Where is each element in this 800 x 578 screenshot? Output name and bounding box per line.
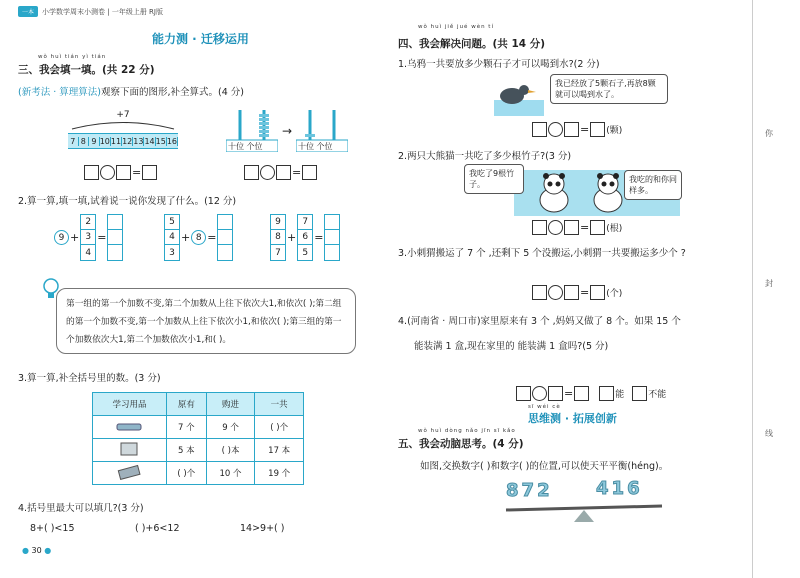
arrow-icon: →	[282, 124, 293, 138]
choice-box-yes[interactable]	[599, 386, 614, 401]
arc-icon	[68, 120, 178, 130]
balance-digit[interactable]: 2	[537, 480, 550, 501]
answer-box[interactable]	[142, 165, 157, 180]
operator-circle[interactable]	[532, 386, 547, 401]
answer-box[interactable]	[564, 220, 579, 235]
table-cell[interactable]: ( )个	[255, 416, 304, 439]
choice-box-no[interactable]	[632, 386, 647, 401]
q1-tag: (新考法 · 算理算法)	[18, 87, 101, 98]
answer-box[interactable]	[590, 285, 605, 300]
balance-digit[interactable]: 4	[596, 478, 609, 499]
balance-illustration	[504, 478, 664, 524]
page-number: ● 30 ●	[22, 546, 52, 555]
answer-box[interactable]	[302, 165, 317, 180]
section2-title: 思维测 · 拓展创新	[528, 412, 617, 425]
group-1	[54, 214, 123, 261]
pinyin: wǒ huì dòng nǎo jīn sī kǎo	[418, 428, 516, 434]
crow-bubble: 我已经放了5颗石子,再放8颗就可以喝到水了。	[550, 74, 668, 104]
q4: 4.括号里最大可以填几?(3 分)	[18, 503, 144, 514]
addend: 8	[271, 230, 285, 245]
operator-circle[interactable]	[260, 165, 275, 180]
number-line-tick: 12	[122, 136, 133, 146]
pinyin: wǒ huì tián yì tián	[38, 54, 107, 60]
q1	[18, 84, 244, 98]
addend-column	[270, 214, 286, 261]
col-header: 原有	[166, 393, 206, 416]
balance-digit[interactable]: 1	[611, 478, 625, 499]
p4-answer	[516, 386, 666, 401]
part4-heading: 四、我会解决问题。(共 14 分)	[398, 38, 546, 50]
abacus-2	[296, 110, 348, 155]
p2: 2.两只大熊猫一共吃了多少根竹子?(3 分)	[398, 151, 572, 162]
addend: 3	[81, 230, 95, 245]
plus: +	[287, 231, 297, 244]
addend: 7	[275, 247, 281, 258]
answer-box[interactable]	[116, 165, 131, 180]
discovery-note: 第一组的第一个加数不变,第二个加数从上往下依次大1,和依次( );第二组的第一个加数不变,第一个加数从上往下依次小1,和依次( );第三组的第一个加数依次大1,第二个加数依次小1,和( )。	[56, 288, 356, 354]
panda-illustration	[464, 164, 680, 216]
addend: 4	[85, 247, 92, 258]
answer-box[interactable]	[516, 386, 531, 401]
addend: 5	[302, 247, 309, 258]
number-line-tick: 7	[68, 137, 79, 146]
p1: 1.乌鸦一共要放多少颗石子才可以喝到水?(2 分)	[398, 59, 600, 70]
table-cell: 10 个	[206, 462, 255, 485]
equals: =	[292, 166, 302, 179]
book-icon	[93, 439, 167, 462]
operator-circle[interactable]	[548, 122, 563, 137]
answer-box[interactable]	[564, 285, 579, 300]
col-header: 购进	[206, 393, 255, 416]
number-line-tick: 10	[99, 136, 110, 146]
plus7-label: +7	[116, 110, 130, 120]
table-row	[93, 462, 304, 485]
addend: 4	[165, 230, 179, 245]
page-header	[18, 6, 163, 17]
sidebar-char: 你	[765, 129, 773, 138]
addend: 2	[81, 215, 95, 230]
equals: =	[132, 166, 142, 179]
answer-box[interactable]	[244, 165, 259, 180]
answer-box[interactable]	[590, 220, 605, 235]
balance-digit[interactable]: 6	[627, 478, 640, 499]
col-header: 学习用品	[93, 393, 167, 416]
addend-circle: 9	[54, 230, 69, 245]
p3-answer	[532, 285, 622, 300]
answer-box[interactable]	[574, 386, 589, 401]
table-header-row	[93, 393, 304, 416]
q4-item-3[interactable]: 14>9+( )	[240, 523, 285, 534]
sidebar-char: 线	[765, 429, 773, 438]
binding-sidebar	[752, 0, 800, 578]
panda-icon	[588, 172, 628, 214]
sum-column[interactable]	[324, 214, 340, 261]
group-3	[270, 214, 340, 261]
addend: 9	[271, 215, 285, 230]
q2: 2.算一算,填一填,试着说一说你发现了什么。(12 分)	[18, 196, 237, 207]
number-line-tick: 13	[133, 136, 144, 146]
group-2	[164, 214, 233, 261]
number-line-tick: 9	[89, 137, 100, 146]
table-cell[interactable]: ( )本	[206, 439, 255, 462]
part3-heading: 三、我会填一填。(共 22 分)	[18, 64, 155, 76]
addend: 7	[298, 215, 312, 230]
balance-digit[interactable]: 7	[521, 480, 535, 501]
equals: =	[580, 123, 590, 136]
p5: 如图,交换数字( )和数字( )的位置,可以使天平平衡(héng)。	[420, 461, 669, 472]
table-cell[interactable]: ( )个	[166, 462, 206, 485]
crow-illustration	[494, 74, 672, 116]
operator-circle[interactable]	[548, 285, 563, 300]
equals: =	[207, 231, 217, 244]
sum-column[interactable]	[217, 214, 233, 261]
answer-box[interactable]	[548, 386, 563, 401]
operator-circle[interactable]	[548, 220, 563, 235]
table-cell: 5 本	[166, 439, 206, 462]
page-number-value: 30	[31, 546, 42, 555]
col-header: 一共	[255, 393, 304, 416]
pinyin: wǒ huì jiě jué wèn tí	[418, 24, 494, 30]
p3: 3.小刺猬搬运了 7 个 ,还剩下 5 个没搬运,小刺猬一共要搬运多少个 ?	[398, 248, 686, 259]
crow-icon	[494, 80, 544, 116]
addend: 3	[169, 247, 175, 258]
addend-circle: 8	[191, 230, 206, 245]
number-line-tick: 15	[155, 136, 166, 146]
pencil-box-icon	[93, 462, 167, 485]
q1-answer-1	[84, 165, 157, 180]
addend-column	[297, 214, 313, 261]
table-cell: 19 个	[255, 462, 304, 485]
part5-heading: 五、我会动脑思考。(4 分)	[398, 438, 524, 450]
unit: (颗)	[606, 126, 623, 136]
equals: =	[314, 231, 324, 244]
p1-answer	[532, 122, 622, 137]
answer-box[interactable]	[84, 165, 99, 180]
addend: 6	[298, 230, 312, 245]
q1-answer-2	[244, 165, 317, 180]
sum-column[interactable]	[107, 214, 123, 261]
number-line-tick: 14	[144, 136, 155, 146]
equals: =	[564, 387, 574, 400]
table-cell: 9 个	[206, 416, 255, 439]
pinyin: sī wéi cè	[528, 404, 561, 410]
p4-line2: 能装满 1 盒,现在家里的 能装满 1 盒吗?(5 分)	[414, 341, 609, 352]
table-row	[93, 439, 304, 462]
sidebar-char: 封	[765, 279, 773, 288]
unit: (根)	[606, 224, 623, 234]
number-line-tick: 11	[110, 136, 122, 146]
addend-column	[80, 214, 96, 261]
balance-beam-icon	[504, 504, 664, 524]
plus: +	[181, 231, 191, 244]
q4-item-1[interactable]: 8+( )<15	[30, 523, 75, 534]
addend: 5	[165, 215, 179, 230]
answer-box[interactable]	[532, 122, 547, 137]
answer-box[interactable]	[532, 220, 547, 235]
equals: =	[580, 286, 590, 299]
abacus-1	[226, 110, 278, 155]
table-row	[93, 416, 304, 439]
book-badge: 一本	[18, 6, 38, 17]
panda-bubble-1: 我吃了9根竹子。	[464, 164, 524, 194]
panda-bubble-2: 我吃的和你同样多。	[624, 170, 682, 200]
number-line-tick: 16	[166, 136, 177, 146]
equals: =	[97, 231, 107, 244]
q1-text: 观察下面的图形,补全算式。(4 分)	[100, 87, 244, 98]
plus: +	[70, 231, 80, 244]
number-line-tick: 8	[79, 137, 90, 146]
answer-box[interactable]	[590, 122, 605, 137]
supplies-table	[92, 392, 304, 485]
section-title: 能力测 · 迁移运用	[152, 32, 249, 46]
p2-answer	[532, 220, 622, 235]
table-cell: 17 本	[255, 439, 304, 462]
panda-icon	[534, 172, 574, 214]
abacus-label: 十位 个位	[228, 142, 263, 151]
q3: 3.算一算,补全括号里的数。(3 分)	[18, 373, 161, 384]
choice-yes-label: 能	[615, 390, 625, 400]
answer-box[interactable]	[564, 122, 579, 137]
unit: (个)	[606, 289, 623, 299]
abacus-label: 十位 个位	[298, 142, 333, 151]
p4-line1: 4.(河南省 · 周口市)家里原来有 3 个 ,妈妈又做了 8 个。如果 15 个	[398, 316, 681, 327]
addend-column	[164, 214, 180, 261]
q4-item-2[interactable]: ( )+6<12	[135, 523, 180, 534]
stapler-icon	[93, 416, 167, 439]
book-title: 小学数学周末小测卷 | 一年级上册 RJ版	[42, 7, 163, 16]
answer-box[interactable]	[532, 285, 547, 300]
choice-no-label: 不能	[648, 390, 667, 400]
number-line	[68, 110, 178, 149]
equals: =	[580, 221, 590, 234]
balance-digit[interactable]: 8	[506, 480, 519, 501]
table-cell: 7 个	[166, 416, 206, 439]
answer-box[interactable]	[276, 165, 291, 180]
operator-circle[interactable]	[100, 165, 115, 180]
